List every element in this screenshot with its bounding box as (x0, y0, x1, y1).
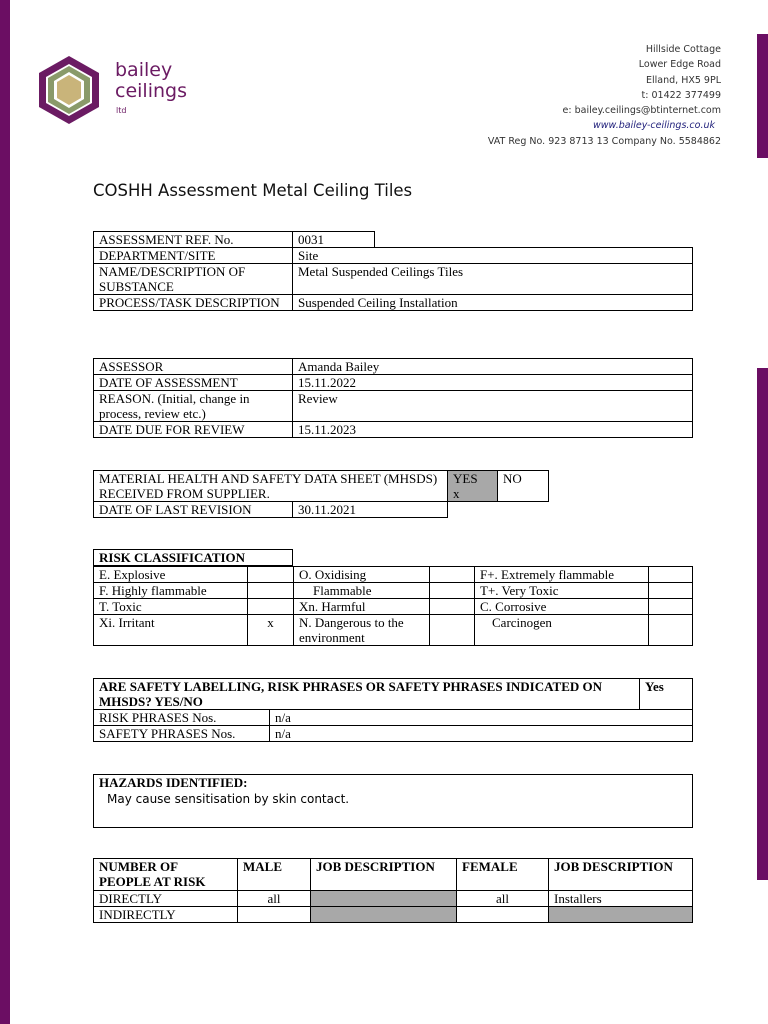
risk-mark (248, 599, 294, 615)
review-due-value: 15.11.2023 (293, 422, 693, 438)
directly-female: all (457, 891, 549, 907)
mhsds-yes-label: YES (453, 471, 478, 486)
assessor-table (93, 358, 693, 438)
indirectly-female (457, 907, 549, 923)
process-label: PROCESS/TASK DESCRIPTION (94, 295, 293, 311)
assessment-date-label: DATE OF ASSESSMENT (94, 375, 293, 391)
mhsds-yes-cell (448, 471, 498, 502)
risk-mark (430, 583, 475, 599)
table-row (94, 891, 693, 907)
directly-female-job: Installers (549, 891, 693, 907)
risk-mark (649, 599, 693, 615)
reason-value: Review (293, 391, 693, 422)
table-row (94, 583, 693, 599)
dept-value: Site (293, 248, 693, 264)
table-row (94, 907, 693, 923)
risk-mark (649, 615, 693, 646)
risk-cell: T. Toxic (94, 599, 248, 615)
labelling-question: ARE SAFETY LABELLING, RISK PHRASES OR SAFETY PHRASES INDICATED ON MHSDS? YES/NO (94, 679, 640, 710)
directly-male-job (311, 891, 457, 907)
directly-male: all (238, 891, 311, 907)
table-row (94, 375, 693, 391)
risk-mark: x (248, 615, 294, 646)
table-row (94, 859, 693, 891)
risk-mark (649, 567, 693, 583)
risk-cell: F. Highly flammable (94, 583, 248, 599)
address-line1: Hillside Cottage (645, 44, 721, 55)
address-email[interactable]: e: bailey.ceilings@btinternet.com (562, 105, 721, 117)
left-accent-bar (0, 0, 10, 1024)
safety-phrases-value: n/a (270, 726, 693, 742)
people-header: JOB DESCRIPTION (549, 859, 693, 891)
risk-heading: RISK CLASSIFICATION (94, 550, 293, 566)
address-phone: t: 01422 377499 (641, 89, 721, 101)
people-header: FEMALE (457, 859, 549, 891)
table-row (94, 550, 293, 566)
name-value: Metal Suspended Ceilings Tiles (293, 264, 693, 295)
indirectly-male-job (311, 907, 457, 923)
safety-phrases-label: SAFETY PHRASES Nos. (94, 726, 270, 742)
risk-cell: Carcinogen (475, 615, 649, 646)
address-line2: Lower Edge Road (638, 59, 721, 71)
hazards-text: May cause sensitisation by skin contact. (107, 792, 350, 806)
risk-cell: Xi. Irritant (94, 615, 248, 646)
risk-cell: E. Explosive (94, 567, 248, 583)
table-row (94, 391, 693, 422)
risk-cell: F+. Extremely flammable (475, 567, 649, 583)
ref-value: 0031 (293, 232, 375, 248)
dept-label: DEPARTMENT/SITE (94, 248, 293, 264)
risk-phrases-value: n/a (270, 710, 693, 726)
substance-table (93, 231, 693, 311)
risk-classification-table (93, 566, 693, 646)
company-address (488, 42, 721, 149)
risk-mark (248, 567, 294, 583)
indirectly-label: INDIRECTLY (94, 907, 238, 923)
table-row (94, 567, 693, 583)
company-logo-icon (36, 54, 102, 131)
empty-cell (375, 232, 693, 248)
table-row (94, 599, 693, 615)
risk-cell: N. Dangerous to the environment (294, 615, 430, 646)
risk-mark (649, 583, 693, 599)
company-name-line2: ceilings (115, 80, 187, 102)
ref-label: ASSESSMENT REF. No. (94, 232, 293, 248)
indirectly-male (238, 907, 311, 923)
table-row (94, 726, 693, 742)
company-suffix: ltd (116, 106, 127, 115)
mhsds-no-label: NO (498, 471, 549, 502)
indirectly-female-job (549, 907, 693, 923)
hazards-heading: HAZARDS IDENTIFIED: (99, 775, 248, 790)
table-row (94, 422, 693, 438)
assessor-value: Amanda Bailey (293, 359, 693, 375)
address-line3: Elland, HX5 9PL (646, 74, 721, 86)
mhsds-table (93, 470, 549, 518)
risk-cell: C. Corrosive (475, 599, 649, 615)
mhsds-yes-mark: x (453, 486, 460, 501)
table-row (94, 615, 693, 646)
risk-cell: Flammable (294, 583, 430, 599)
risk-mark (430, 599, 475, 615)
table-row (94, 679, 693, 710)
assessor-label: ASSESSOR (94, 359, 293, 375)
address-vat: VAT Reg No. 923 8713 13 Company No. 5584862 (487, 135, 721, 147)
table-row (94, 232, 693, 248)
empty-cell (448, 502, 549, 518)
company-name (115, 60, 187, 102)
table-row (94, 710, 693, 726)
risk-cell: O. Oxidising (294, 567, 430, 583)
address-website-link[interactable]: www.bailey-ceilings.co.uk (593, 120, 715, 132)
risk-mark (248, 583, 294, 599)
company-name-line1: bailey (115, 59, 173, 81)
people-at-risk-table (93, 858, 693, 923)
reason-label: REASON. (Initial, change in process, review etc.) (94, 391, 293, 422)
name-label: NAME/DESCRIPTION OF SUBSTANCE (94, 264, 293, 295)
labelling-table (93, 678, 693, 742)
directly-label: DIRECTLY (94, 891, 238, 907)
right-accent-bar-top (757, 34, 768, 158)
labelling-answer: Yes (640, 679, 693, 710)
right-accent-bar-bottom (757, 368, 768, 880)
hazards-box (93, 774, 693, 828)
table-row (94, 295, 693, 311)
risk-mark (430, 615, 475, 646)
people-header: NUMBER OF PEOPLE AT RISK (94, 859, 238, 891)
mhsds-label: MATERIAL HEALTH AND SAFETY DATA SHEET (MHSDS) RECEIVED FROM SUPPLIER. (94, 471, 448, 502)
table-row (94, 248, 693, 264)
table-row (94, 471, 549, 502)
table-row (94, 264, 693, 295)
risk-heading-table (93, 549, 293, 566)
revision-label: DATE OF LAST REVISION (94, 502, 293, 518)
assessment-date-value: 15.11.2022 (293, 375, 693, 391)
document-title: COSHH Assessment Metal Ceiling Tiles (93, 181, 413, 200)
risk-cell: Xn. Harmful (294, 599, 430, 615)
risk-phrases-label: RISK PHRASES Nos. (94, 710, 270, 726)
people-header: JOB DESCRIPTION (311, 859, 457, 891)
review-due-label: DATE DUE FOR REVIEW (94, 422, 293, 438)
revision-value: 30.11.2021 (293, 502, 448, 518)
table-row (94, 502, 549, 518)
process-value: Suspended Ceiling Installation (293, 295, 693, 311)
risk-cell: T+. Very Toxic (475, 583, 649, 599)
risk-mark (430, 567, 475, 583)
table-row (94, 359, 693, 375)
people-header: MALE (238, 859, 311, 891)
